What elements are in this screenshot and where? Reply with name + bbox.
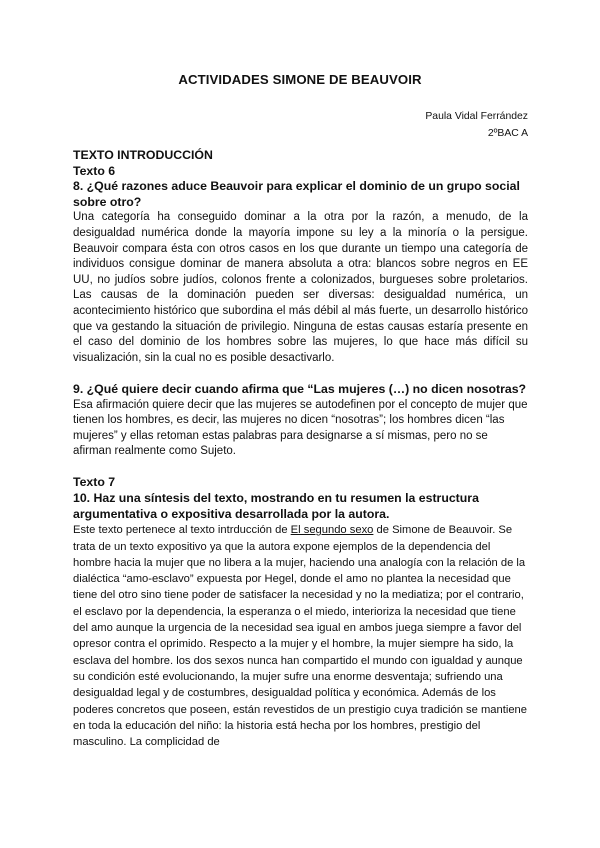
spacer bbox=[73, 460, 528, 476]
answer-10-intro: Este texto pertenece al texto intrducción de bbox=[73, 524, 291, 537]
book-title: El segundo sexo bbox=[290, 524, 374, 537]
document-title: ACTIVIDADES SIMONE DE BEAUVOIR bbox=[178, 72, 422, 87]
question-10: 10. Haz una síntesis del texto, mostrando en tu resumen la estructura argumentativa o expositiva desarrollada por la autora. bbox=[73, 491, 479, 521]
section-heading-texto7: Texto 7 bbox=[73, 475, 116, 490]
answer-10-body: de Simone de Beauvoir. Se trata de un texto expositivo ya que la autora expone ejemplos de la dependencia del hombre hacia la mujer que no libera a la mujer, haciendo una analogía con la relación de la dialéctica “amo-esclavo” expuesta por Hegel, donde el amo no plantea la necesidad que tiene del otro sino tiene poder de satisfacer la necesidad y no la mediatiza; por el contrario, el esclavo por la dependencia, la esperanza o el miedo, interioriza la necesidad que tiene del amo aunque la urgencia de la necesidad sea igual en ambos juega siempre a favor del opresor contra el oprimido. Respecto a la mujer y el hombre, la mujer siempre ha sido, la esclava del hombre. los dos sexos nunca han compartido el mundo con igualdad y aunque su condición esté evolucionando, la mujer sufre una enorme desventaja; sufriendo una desigualdad legal y de costumbres, desigualdad política y económica. Además de los poderes concretos que poseen, están revestidos de un prestigio cuya tradición se mantiene en toda la educación del niño: la historia está hecha por los hombres, prestigio del masculino. La complicidad de bbox=[73, 524, 527, 749]
document-body bbox=[73, 148, 528, 750]
course-label: 2ºBAC A bbox=[487, 128, 528, 139]
section-heading-intro: TEXTO INTRODUCCIÓN bbox=[73, 148, 213, 162]
author-block bbox=[425, 108, 528, 142]
spacer bbox=[73, 366, 528, 382]
answer-9: Esa afirmación quiere decir que las mujeres se autodefinen por el concepto de mujer que tienen los hombres, es decir, las mujeres no dicen “nosotras”; los hombres dicen “las mujeres” y ellas retoman estas palabras para designarse a sí mismas, pero no se afirman realmente como Sujeto. bbox=[73, 398, 528, 458]
question-8: 8. ¿Qué razones aduce Beauvoir para explicar el dominio de un grupo social sobre otro? bbox=[73, 179, 520, 209]
author-name: Paula Vidal Ferrández bbox=[425, 111, 528, 122]
question-9: 9. ¿Qué quiere decir cuando afirma que “Las mujeres (…) no dicen nosotras? bbox=[73, 381, 527, 396]
answer-8: Una categoría ha conseguido dominar a la otra por la razón, a menudo, de la desigualdad numérica donde la mayoría impone su ley a la minoría o la persigue. Beauvoir compara ésta con otros casos en los que durante un tiempo una categoría de individuos consigue dominar de manera absoluta a otra: blancos sobre negros en EE UU, no judíos sobre judíos, colonos frente a colonizados, burgueses sobre proletarios. Las causas de la dominación pueden ser diversas: desigualdad numérica, un acontecimiento histórico que subordina el más débil al más fuerte, un desarrollo histórico que va gestando la situación de privilegio. Ninguna de estas causas estaría presente en el caso del dominio de los hombres sobre las mujeres, lo que hace más difícil su visualización, sin la cual no es posible desactivarlo. bbox=[73, 211, 528, 364]
answer-10 bbox=[73, 522, 528, 750]
section-heading-texto6: Texto 6 bbox=[73, 163, 116, 178]
